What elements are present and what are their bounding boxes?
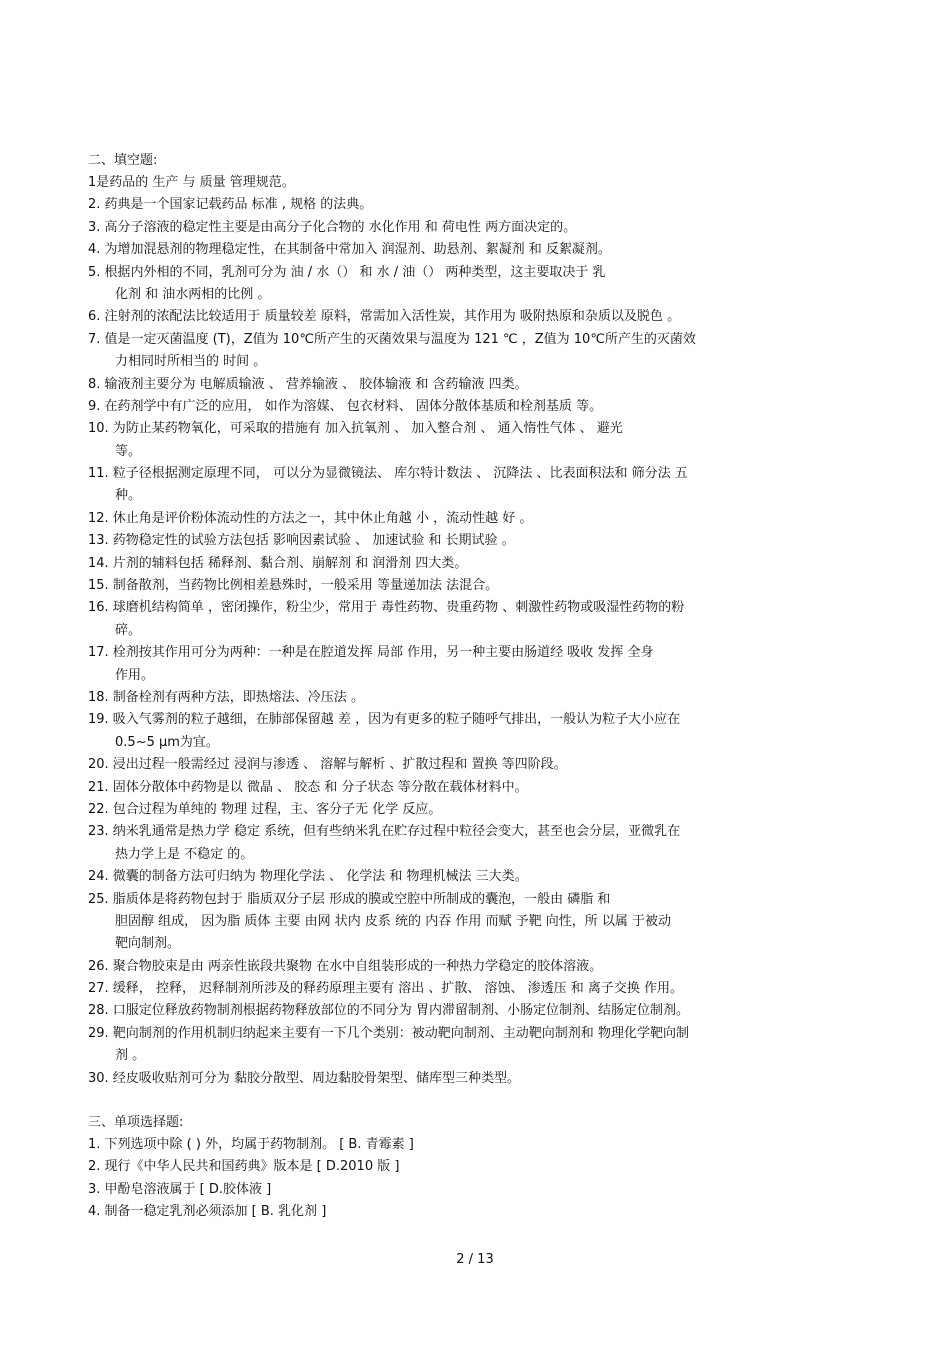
question-line: 19. 吸入气雾剂的粒子越细，在肺部保留越 差 ，因为有更多的粒子随呼气排出，一般认为粒子大小应在 <box>88 712 681 728</box>
question-line-continuation: 力相同时所相当的 时间 。 <box>115 354 267 370</box>
question-line: 26. 聚合物胶束是由 两亲性嵌段共聚物 在水中自组装形成的一种热力学稳定的胶体溶液。 <box>88 958 603 974</box>
question-line: 22. 包合过程为单纯的 物理 过程，主、客分子无 化学 反应。 <box>88 801 442 817</box>
choice-question-line: 1. 下列选项中除 ( ) 外，均属于药物制剂。 [ B. 青霉素 ] <box>88 1137 414 1153</box>
question-line: 28. 口服定位释放药物制剂根据药物释放部位的不同分为 胃内滞留制剂、小肠定位制剂、结肠定位制剂。 <box>88 1003 689 1019</box>
document-body <box>88 150 863 1224</box>
question-line: 1是药品的 生产 与 质量 管理规范。 <box>88 175 295 190</box>
question-line-continuation: 剂 。 <box>115 1048 146 1064</box>
question-line: 12. 休止角是评价粉体流动性的方法之一，其中休止角越 小 ，流动性越 好 。 <box>88 510 533 526</box>
question-line-continuation: 作用。 <box>115 667 155 683</box>
question-line: 21. 固体分散体中药物是以 微晶 、 胶态 和 分子状态 等分散在载体材料中。 <box>88 779 528 795</box>
question-line: 16. 球磨机结构简单 ，密闭操作，粉尘少，常用于 毒性药物、贵重药物 、刺激性药物或吸湿性药物的粉 <box>88 600 685 616</box>
question-line: 9. 在药剂学中有广泛的应用， 如作为溶媒、 包衣材料、 固体分散体基质和栓剂基质 等。 <box>88 398 603 414</box>
question-line-continuation: 0.5~5 μm为宜。 <box>115 734 219 750</box>
question-line: 14. 片剂的辅料包括 稀释剂、黏合剂、崩解剂 和 润滑剂 四大类。 <box>88 555 468 571</box>
question-line: 27. 缓释， 控释， 迟释制剂所涉及的释药原理主要有 溶出 、扩散、 溶蚀、 渗透压 和 离子交换 作用。 <box>88 981 683 997</box>
section-spacer <box>88 1090 863 1112</box>
question-line: 3. 高分子溶液的稳定性主要是由高分子化合物的 水化作用 和 荷电性 两方面决定的。 <box>88 219 577 235</box>
question-line: 24. 微囊的制备方法可归纳为 物理化学法 、 化学法 和 物理机械法 三大类。 <box>88 869 528 885</box>
question-line: 4. 为增加混悬剂的物理稳定性，在其制备中常加入 润湿剂、助悬剂、絮凝剂 和 反絮凝剂。 <box>88 242 611 258</box>
question-line: 18. 制备栓剂有两种方法，即热熔法、冷压法 。 <box>88 689 364 705</box>
page-number: 2 / 13 <box>456 1252 494 1267</box>
section-heading-single-choice: 三、单项选择题: <box>88 1115 184 1131</box>
question-line: 15. 制备散剂，当药物比例相差悬殊时，一般采用 等量递加法 法混合。 <box>88 578 499 594</box>
choice-question-line: 4. 制备一稳定乳剂必须添加 [ B. 乳化剂 ] <box>88 1204 327 1220</box>
question-line-continuation: 等。 <box>115 443 142 459</box>
question-line: 11. 粒子径根据测定原理不同， 可以分为显微镜法、 库尔特计数法 、 沉降法 、比表面积法和 筛分法 五 <box>88 466 688 482</box>
question-line: 2. 药典是一个国家记载药品 标准 , 规格 的法典。 <box>88 197 373 213</box>
question-line: 29. 靶向制剂的作用机制归纳起来主要有一下几个类别：被动靶向制剂、主动靶向制剂和 物理化学靶向制 <box>88 1025 689 1041</box>
question-line-continuation: 胆固醇 组成， 因为脂 质体 主要 由网 状内 皮系 统的 内吞 作用 而赋 予靶 向性，所 以属 于被动 <box>115 913 671 929</box>
question-line-continuation: 种。 <box>115 488 142 504</box>
choice-question-line: 2. 现行《中华人民共和国药典》版本是 [ D.2010 版 ] <box>88 1159 400 1175</box>
question-line-continuation: 热力学上是 不稳定 的。 <box>115 846 254 862</box>
question-line: 5. 根据内外相的不同，乳剂可分为 油 / 水（） 和 水 / 油（） 两种类型，这主要取决于 乳 <box>88 264 606 280</box>
section-heading-fill-in: 二、填空题: <box>88 153 158 168</box>
question-line: 8. 输液剂主要分为 电解质输液 、 营养输液 、 胶体输液 和 含药输液 四类。 <box>88 376 528 392</box>
question-line: 6. 注射剂的浓配法比较适用于 质量较差 原料，常需加入活性炭，其作用为 吸附热原和杂质以及脱色 。 <box>88 309 681 325</box>
question-line-continuation: 靶向制剂。 <box>115 936 181 952</box>
question-line: 17. 栓剂按其作用可分为两种：一种是在腔道发挥 局部 作用，另一种主要由肠道经 吸收 发挥 全身 <box>88 645 654 661</box>
question-line: 30. 经皮吸收贴剂可分为 黏胶分散型、周边黏胶骨架型、储库型三种类型。 <box>88 1070 520 1086</box>
question-line: 13. 药物稳定性的试验方法包括 影响因素试验 、 加速试验 和 长期试验 。 <box>88 533 515 549</box>
choice-question-line: 3. 甲酚皂溶液属于 [ D.胶体液 ] <box>88 1181 272 1197</box>
question-line: 20. 浸出过程一般需经过 浸润与渗透 、 溶解与解析 、扩散过程和 置换 等四阶段。 <box>88 757 567 773</box>
question-line-continuation: 化剂 和 油水两相的比例 。 <box>115 286 271 302</box>
question-line: 23. 纳米乳通常是热力学 稳定 系统，但有些纳米乳在贮存过程中粒径会变大，甚至也会分层，亚微乳在 <box>88 824 681 840</box>
question-line-continuation: 碎。 <box>115 622 142 638</box>
question-line: 10. 为防止某药物氧化，可采取的措施有 加入抗氧剂 、 加入整合剂 、 通入惰性气体 、 避光 <box>88 421 623 437</box>
question-line: 25. 脂质体是将药物包封于 脂质双分子层 形成的膜或空腔中所制成的囊泡，一般由 磷脂 和 <box>88 891 611 907</box>
question-line: 7. 值是一定灭菌温度 (T)，Z值为 10℃所产生的灭菌效果与温度为 121 ℃ ，Z值为 10℃所产生的灭菌效 <box>88 331 696 347</box>
